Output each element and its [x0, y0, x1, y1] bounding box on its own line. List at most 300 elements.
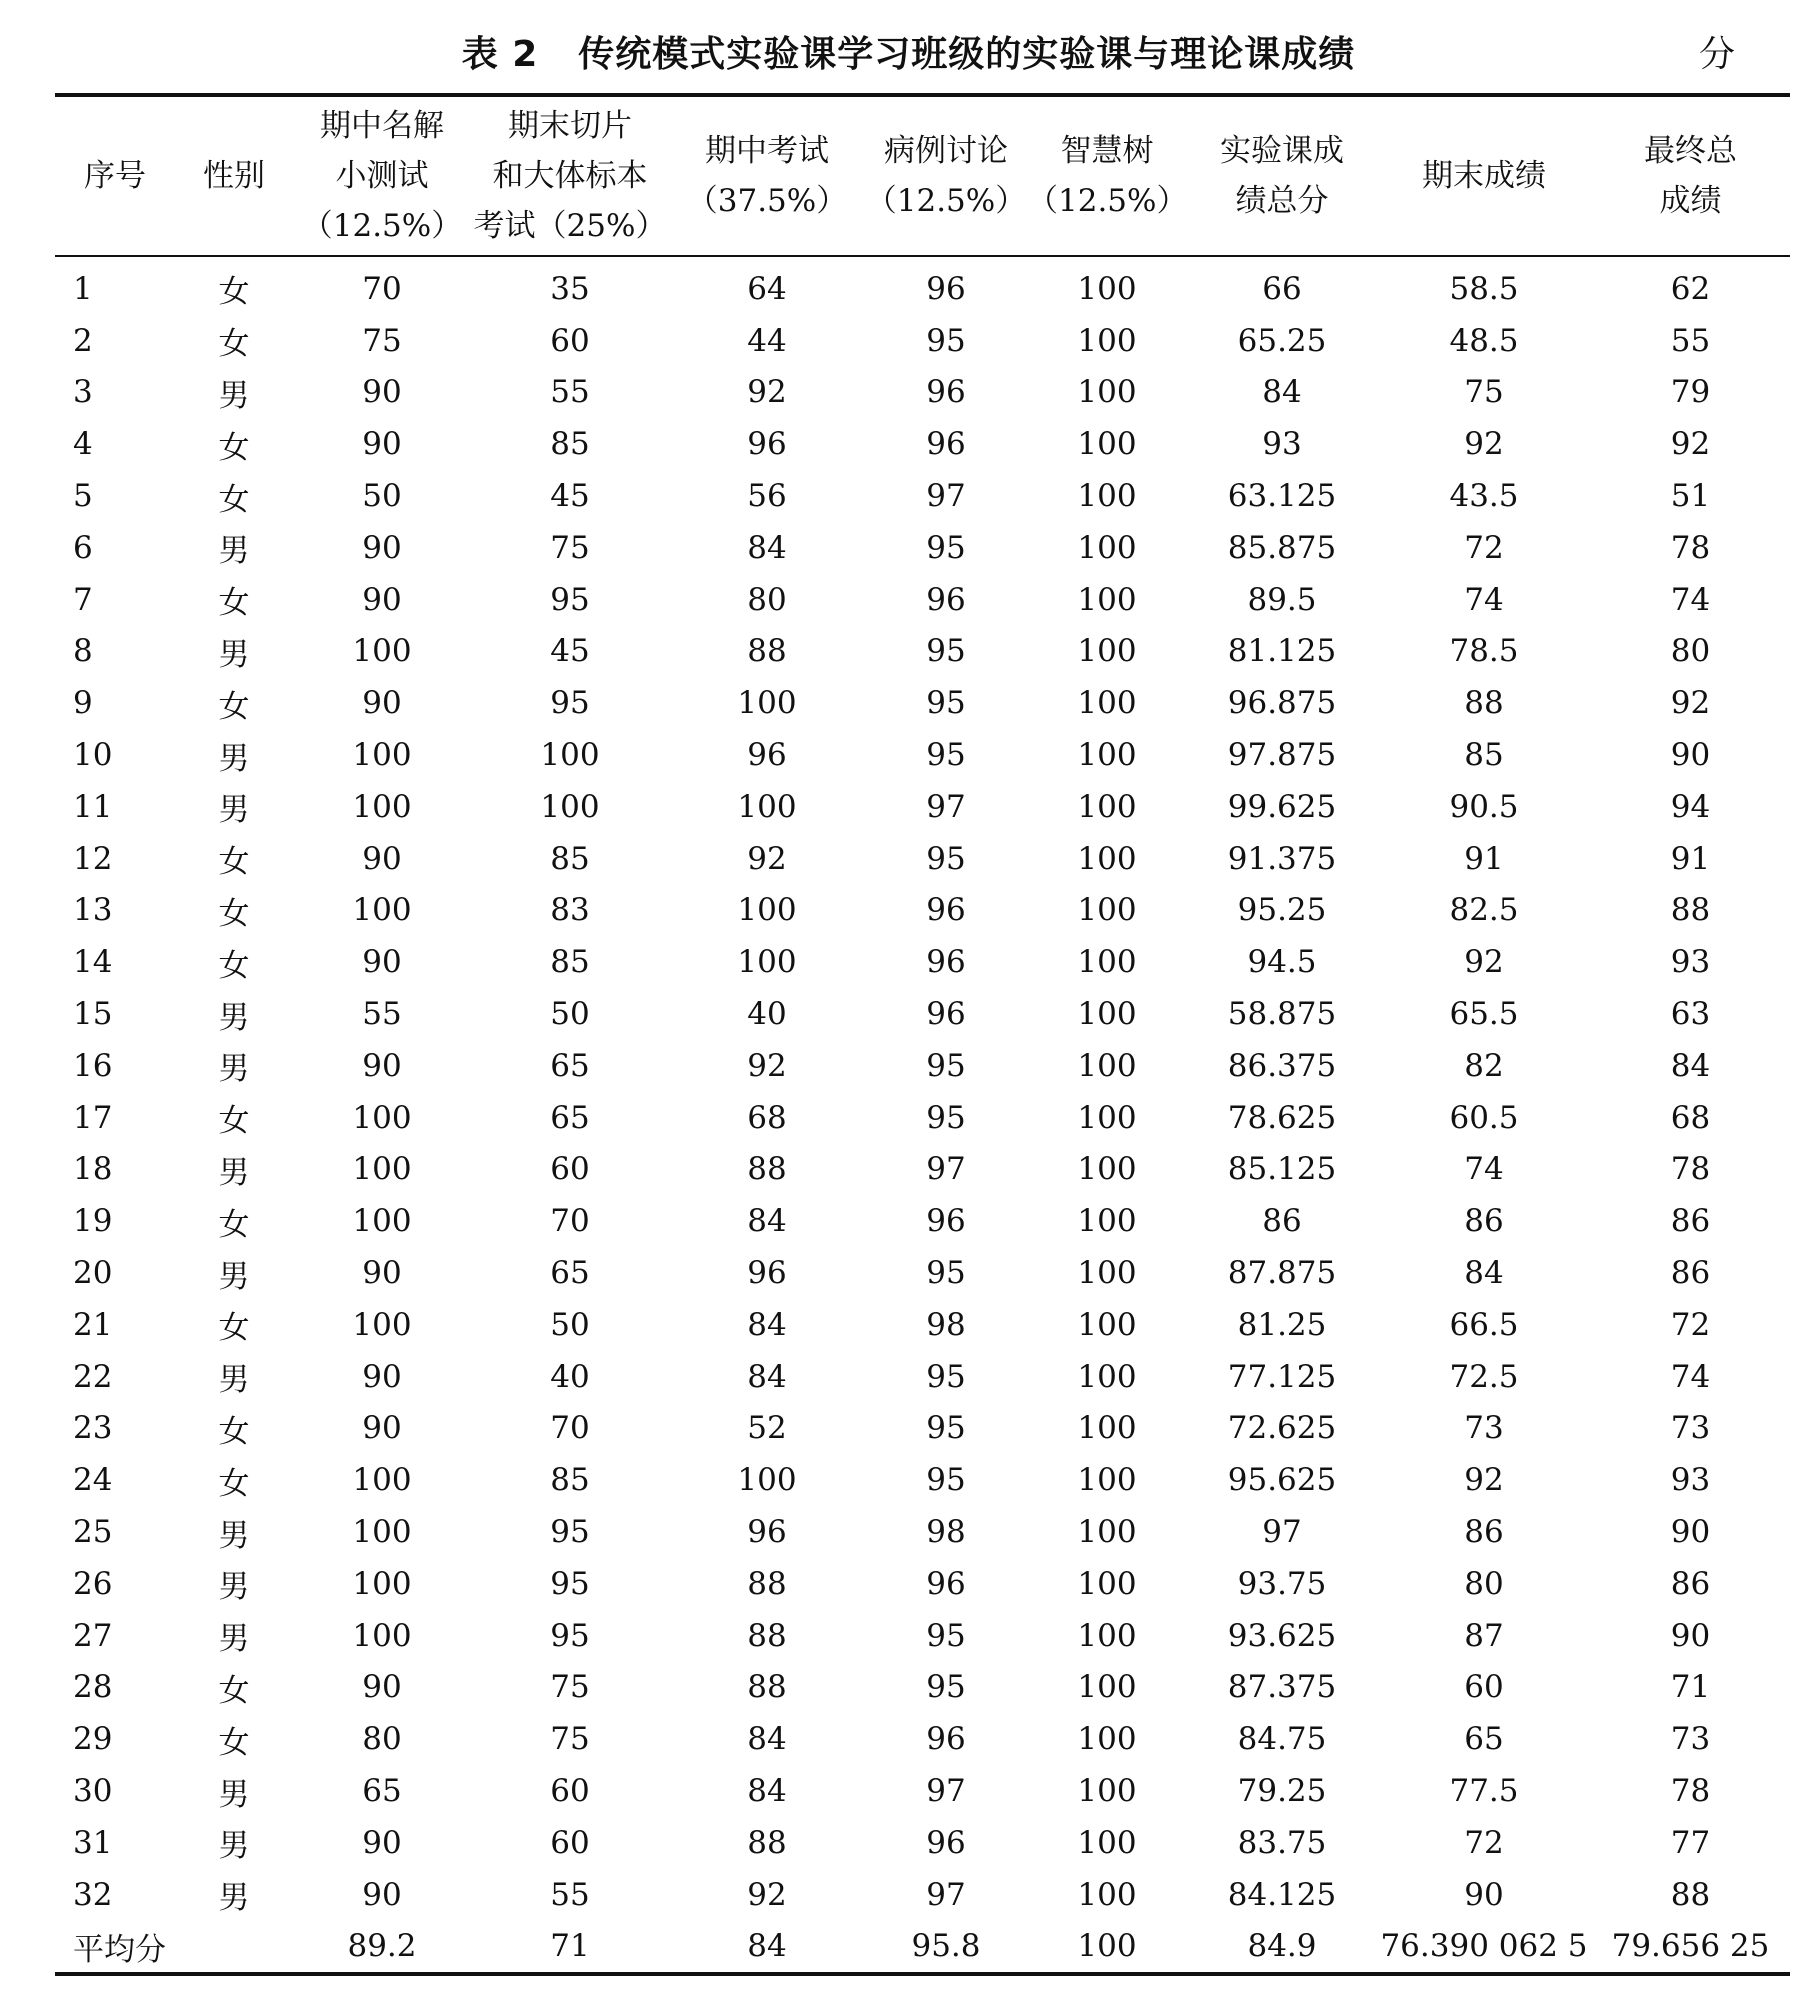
table-cell-midterm-exam: 100: [737, 685, 797, 722]
column-header-line: 病例讨论: [884, 133, 1008, 169]
table-cell-wisdom-tree: 100: [1077, 1255, 1137, 1292]
table-cell-final-specimen: 85: [550, 944, 590, 981]
table-cell-wisdom-tree: 100: [1077, 1099, 1137, 1136]
table-row: [55, 1299, 1790, 1351]
table-cell-sex: 女: [218, 844, 250, 881]
table-cell-wisdom-tree: 100: [1077, 374, 1137, 411]
table-cell-wisdom-tree: 100: [1077, 1358, 1137, 1395]
table-cell-sex: 女: [218, 1413, 250, 1450]
table-cell-midterm-exam: 96: [747, 737, 787, 774]
table-cell-mid-quiz: 100: [352, 1306, 412, 1343]
column-header-midterm-exam: [669, 95, 865, 256]
header-row: [55, 95, 1790, 256]
table-cell-final-specimen: 83: [550, 892, 590, 929]
table-cell-sex: 男: [218, 636, 250, 673]
table-cell-final-score: 72.5: [1449, 1358, 1519, 1395]
column-header-wisdom-tree: [1027, 95, 1187, 256]
table-cell-midterm-exam: 92: [747, 1876, 787, 1913]
average-cell-overall: 79.656 25: [1591, 1921, 1790, 1975]
table-cell-overall: 73: [1670, 1721, 1711, 1758]
table-cell-midterm-exam: 84: [747, 529, 787, 566]
table-cell-overall: 93: [1670, 944, 1711, 981]
table-cell-overall: 90: [1670, 737, 1711, 774]
table-cell-sex: 男: [218, 1776, 250, 1813]
table-cell-midterm-exam: 88: [747, 633, 787, 670]
table-cell-midterm-exam: 88: [747, 1565, 787, 1602]
table-cell-final-specimen: 60: [550, 1824, 590, 1861]
table-cell-final-score: 77.5: [1449, 1773, 1519, 1809]
table-cell-case-discussion: 96: [926, 944, 966, 981]
table-cell-final-score: 90: [1464, 1876, 1504, 1913]
table-row: [55, 1713, 1790, 1765]
table-cell-seq: 22: [73, 1358, 113, 1395]
table-cell-final-specimen: 40: [550, 1358, 590, 1395]
table-cell-sex: 男: [218, 1154, 250, 1191]
table-cell-wisdom-tree: 100: [1077, 1514, 1137, 1551]
table-cell-midterm-exam: 100: [737, 1462, 797, 1499]
table-cell-midterm-exam: 100: [737, 944, 797, 981]
table-cell-final-specimen: 50: [550, 1306, 590, 1343]
table-cell-overall: 93: [1670, 1462, 1711, 1499]
table-cell-seq: 31: [73, 1824, 113, 1861]
column-header-final-specimen: [471, 95, 669, 256]
table-cell-wisdom-tree: 100: [1077, 1203, 1137, 1240]
table-cell-mid-quiz: 90: [362, 1876, 402, 1913]
table-cell-sex: 男: [218, 1258, 250, 1295]
table-cell-final-score: 90.5: [1449, 788, 1519, 825]
table-cell-final-score: 65: [1464, 1721, 1504, 1758]
table-cell-mid-quiz: 100: [352, 633, 412, 670]
table-cell-case-discussion: 96: [926, 374, 966, 411]
table-cell-lab-total: 83.75: [1237, 1824, 1327, 1861]
table-cell-wisdom-tree: 100: [1077, 1824, 1137, 1861]
table-body: [55, 256, 1790, 1974]
table-cell-lab-total: 93.75: [1237, 1565, 1327, 1602]
table-cell-final-specimen: 65: [550, 1255, 590, 1292]
table-cell-seq: 26: [73, 1565, 113, 1602]
table-cell-lab-total: 93.625: [1227, 1617, 1337, 1654]
table-cell-final-score: 82.5: [1449, 892, 1519, 929]
column-header-line: 实验课成: [1220, 133, 1344, 169]
column-header-line: 性别: [203, 158, 265, 194]
table-cell-case-discussion: 96: [926, 1203, 966, 1240]
table-cell-seq: 17: [73, 1099, 113, 1136]
table-cell-final-specimen: 95: [550, 1514, 590, 1551]
table-cell-seq: 20: [73, 1255, 113, 1292]
table-cell-case-discussion: 95: [926, 1255, 966, 1292]
table-cell-lab-total: 79.25: [1237, 1773, 1327, 1809]
table-cell-final-specimen: 85: [550, 426, 590, 463]
table-cell-wisdom-tree: 100: [1077, 633, 1137, 670]
table-cell-case-discussion: 96: [926, 581, 966, 618]
table-cell-lab-total: 58.875: [1227, 996, 1337, 1033]
table-cell-wisdom-tree: 100: [1077, 1306, 1137, 1343]
column-header-line: 考试（25%）: [473, 208, 667, 244]
table-cell-midterm-exam: 96: [747, 1514, 787, 1551]
table-cell-wisdom-tree: 100: [1077, 270, 1137, 307]
table-cell-sex: 女: [218, 895, 250, 932]
table-cell-midterm-exam: 64: [747, 270, 787, 307]
table-cell-overall: 90: [1670, 1617, 1711, 1654]
table-cell-midterm-exam: 88: [747, 1617, 787, 1654]
table-row: [55, 256, 1790, 315]
table-row: [55, 1247, 1790, 1299]
table-cell-sex: 女: [218, 1465, 250, 1502]
table-cell-seq: 29: [73, 1721, 113, 1758]
table-cell-mid-quiz: 55: [362, 996, 402, 1033]
column-header-overall: [1591, 95, 1790, 256]
table-cell-wisdom-tree: 100: [1077, 996, 1137, 1033]
table-cell-sex: 女: [218, 1672, 250, 1709]
table-cell-final-specimen: 65: [550, 1047, 590, 1084]
column-header-line: （12.5%）: [1027, 183, 1188, 219]
table-cell-sex: 女: [218, 1103, 250, 1140]
table-row: [55, 988, 1790, 1040]
table-cell-overall: 73: [1670, 1410, 1711, 1447]
table-cell-case-discussion: 98: [926, 1306, 966, 1343]
average-label: 平均分: [55, 1921, 175, 1975]
table-cell-mid-quiz: 100: [352, 1203, 412, 1240]
average-cell-mid-quiz: 89.2: [293, 1921, 471, 1975]
table-cell-case-discussion: 97: [926, 478, 966, 515]
table-cell-case-discussion: 97: [926, 788, 966, 825]
table-cell-seq: 32: [73, 1876, 113, 1913]
table-cell-final-specimen: 95: [550, 1617, 590, 1654]
table-cell-lab-total: 77.125: [1227, 1358, 1337, 1395]
table-cell-case-discussion: 95: [926, 1047, 966, 1084]
table-cell-seq: 3: [73, 374, 93, 411]
table-cell-final-specimen: 60: [550, 1151, 590, 1188]
table-row: [55, 781, 1790, 833]
table-cell-seq: 13: [73, 892, 113, 929]
table-cell-case-discussion: 95: [926, 633, 966, 670]
table-cell-overall: 51: [1670, 478, 1711, 515]
table-cell-overall: 88: [1670, 1876, 1711, 1913]
table-row: [55, 1869, 1790, 1921]
table-cell-lab-total: 86: [1262, 1203, 1302, 1240]
table-row: [55, 833, 1790, 885]
table-cell-mid-quiz: 50: [362, 478, 402, 515]
table-cell-sex: 男: [218, 377, 250, 414]
table-number: 表 2: [461, 34, 539, 75]
table-cell-overall: 91: [1670, 840, 1711, 877]
table-row: [55, 1040, 1790, 1092]
table-cell-seq: 21: [73, 1306, 113, 1343]
table-cell-seq: 10: [73, 737, 113, 774]
table-cell-case-discussion: 95: [926, 1462, 966, 1499]
table-cell-seq: 11: [73, 788, 113, 825]
table-cell-final-score: 73: [1464, 1410, 1504, 1447]
column-header-line: 成绩: [1659, 183, 1722, 219]
table-row: [55, 1610, 1790, 1662]
table-row: [55, 574, 1790, 626]
table-cell-seq: 24: [73, 1462, 113, 1499]
table-cell-case-discussion: 95: [926, 529, 966, 566]
table-cell-overall: 62: [1670, 270, 1711, 307]
table-cell-mid-quiz: 90: [362, 840, 402, 877]
table-cell-final-score: 65.5: [1449, 996, 1519, 1033]
table-cell-seq: 1: [73, 270, 93, 307]
table-row: [55, 470, 1790, 522]
table-cell-wisdom-tree: 100: [1077, 1721, 1137, 1758]
table-caption: [0, 18, 1817, 78]
table-cell-final-specimen: 55: [550, 374, 590, 411]
table-cell-sex: 女: [218, 1206, 250, 1243]
table-cell-seq: 27: [73, 1617, 113, 1654]
table-cell-mid-quiz: 90: [362, 1410, 402, 1447]
table-cell-wisdom-tree: 100: [1077, 581, 1137, 618]
table-row: [55, 315, 1790, 367]
table-cell-wisdom-tree: 100: [1077, 737, 1137, 774]
table-cell-final-score: 84: [1464, 1255, 1504, 1292]
table-cell-mid-quiz: 100: [352, 1099, 412, 1136]
table-row: [55, 418, 1790, 470]
table-cell-mid-quiz: 90: [362, 1669, 402, 1706]
table-cell-seq: 25: [73, 1514, 113, 1551]
table-cell-midterm-exam: 88: [747, 1151, 787, 1188]
table-cell-midterm-exam: 68: [747, 1099, 787, 1136]
column-header-line: 最终总: [1644, 133, 1737, 169]
table-cell-midterm-exam: 100: [737, 788, 797, 825]
table-cell-wisdom-tree: 100: [1077, 1151, 1137, 1188]
table-cell-overall: 78: [1670, 1151, 1711, 1188]
table-cell-mid-quiz: 90: [362, 426, 402, 463]
table-cell-lab-total: 81.125: [1227, 633, 1337, 670]
table-cell-final-specimen: 60: [550, 1773, 590, 1809]
table-cell-final-specimen: 50: [550, 996, 590, 1033]
table-cell-case-discussion: 95: [926, 1617, 966, 1654]
column-header-line: 期中名解: [320, 108, 444, 144]
column-header-line: 序号: [84, 158, 146, 194]
table-cell-mid-quiz: 90: [362, 374, 402, 411]
table-row: [55, 1454, 1790, 1506]
table-cell-case-discussion: 95: [926, 322, 966, 359]
score-table: [55, 93, 1790, 1976]
table-cell-sex: 女: [218, 429, 250, 466]
table-cell-wisdom-tree: 100: [1077, 1565, 1137, 1602]
table-cell-final-specimen: 100: [540, 737, 600, 774]
table-row: [55, 1765, 1790, 1817]
table-cell-final-score: 74: [1464, 581, 1504, 618]
table-cell-lab-total: 84.125: [1227, 1876, 1337, 1913]
table-cell-seq: 6: [73, 529, 93, 566]
table-cell-mid-quiz: 90: [362, 581, 402, 618]
table-cell-lab-total: 96.875: [1227, 685, 1337, 722]
table-cell-overall: 78: [1670, 529, 1711, 566]
column-header-line: 期中考试: [705, 133, 829, 169]
table-cell-case-discussion: 95: [926, 1358, 966, 1395]
table-cell-wisdom-tree: 100: [1077, 529, 1137, 566]
table-row: [55, 1403, 1790, 1455]
table-cell-midterm-exam: 40: [747, 996, 787, 1033]
average-cell-final-score: 76.390 062 5: [1377, 1921, 1591, 1975]
table-cell-sex: 男: [218, 999, 250, 1036]
table-cell-wisdom-tree: 100: [1077, 892, 1137, 929]
table-cell-seq: 2: [73, 322, 93, 359]
table-cell-case-discussion: 97: [926, 1773, 966, 1809]
table-cell-lab-total: 81.25: [1237, 1306, 1327, 1343]
table-cell-seq: 4: [73, 426, 93, 463]
table-cell-case-discussion: 96: [926, 426, 966, 463]
table-cell-seq: 18: [73, 1151, 113, 1188]
table-cell-final-score: 82: [1464, 1047, 1504, 1084]
table-cell-seq: 12: [73, 840, 113, 877]
table-cell-wisdom-tree: 100: [1077, 1773, 1137, 1809]
table-cell-mid-quiz: 100: [352, 1514, 412, 1551]
table-cell-lab-total: 87.875: [1227, 1255, 1337, 1292]
table-cell-midterm-exam: 84: [747, 1773, 787, 1809]
table-cell-sex: 男: [218, 740, 250, 777]
table-cell-lab-total: 97: [1262, 1514, 1302, 1551]
table-cell-mid-quiz: 100: [352, 1565, 412, 1602]
column-header-sex: [175, 95, 293, 256]
table-cell-case-discussion: 95: [926, 1099, 966, 1136]
table-cell-overall: 79: [1670, 374, 1711, 411]
column-header-line: 期末切片: [508, 108, 632, 144]
table-cell-final-specimen: 35: [550, 270, 590, 307]
table-cell-midterm-exam: 88: [747, 1824, 787, 1861]
table-cell-sex: 男: [218, 1828, 250, 1865]
table-cell-sex: 女: [218, 274, 250, 311]
table-cell-final-score: 86: [1464, 1514, 1504, 1551]
table-title: [0, 26, 1817, 77]
table-cell-final-specimen: 100: [540, 788, 600, 825]
table-cell-final-score: 92: [1464, 1462, 1504, 1499]
table-cell-overall: 92: [1670, 426, 1711, 463]
table-cell-lab-total: 91.375: [1227, 840, 1337, 877]
table-cell-final-score: 58.5: [1449, 270, 1519, 307]
table-cell-wisdom-tree: 100: [1077, 685, 1137, 722]
table-cell-seq: 14: [73, 944, 113, 981]
table-cell-final-specimen: 95: [550, 1565, 590, 1602]
table-cell-overall: 84: [1670, 1047, 1711, 1084]
table-cell-mid-quiz: 100: [352, 1151, 412, 1188]
table-cell-final-score: 85: [1464, 737, 1504, 774]
table-cell-case-discussion: 96: [926, 1824, 966, 1861]
table-cell-wisdom-tree: 100: [1077, 1876, 1137, 1913]
table-cell-overall: 86: [1670, 1565, 1711, 1602]
table-cell-lab-total: 86.375: [1227, 1047, 1337, 1084]
table-row: [55, 1092, 1790, 1144]
average-cell-midterm-exam: 84: [669, 1921, 865, 1975]
column-header-final-score: [1377, 95, 1591, 256]
table-cell-final-score: 72: [1464, 1824, 1504, 1861]
table-cell-wisdom-tree: 100: [1077, 1462, 1137, 1499]
table-cell-wisdom-tree: 100: [1077, 1047, 1137, 1084]
table-cell-midterm-exam: 92: [747, 374, 787, 411]
table-cell-midterm-exam: 84: [747, 1358, 787, 1395]
column-header-line: 期末成绩: [1422, 158, 1546, 194]
table-cell-midterm-exam: 96: [747, 1255, 787, 1292]
table-cell-final-specimen: 75: [550, 1721, 590, 1758]
table-cell-sex: 女: [218, 326, 250, 363]
table-cell-final-specimen: 45: [550, 633, 590, 670]
average-cell-case-discussion: 95.8: [865, 1921, 1027, 1975]
table-cell-midterm-exam: 52: [747, 1410, 787, 1447]
table-cell-final-score: 48.5: [1449, 322, 1519, 359]
table-cell-case-discussion: 96: [926, 892, 966, 929]
table-cell-mid-quiz: 90: [362, 1255, 402, 1292]
table-cell-case-discussion: 95: [926, 737, 966, 774]
table-cell-case-discussion: 97: [926, 1151, 966, 1188]
average-cell-sex: [175, 1921, 293, 1975]
table-cell-lab-total: 66: [1262, 270, 1302, 307]
table-cell-final-score: 80: [1464, 1565, 1504, 1602]
table-cell-final-score: 86: [1464, 1203, 1504, 1240]
table-cell-case-discussion: 98: [926, 1514, 966, 1551]
table-cell-midterm-exam: 88: [747, 1669, 787, 1706]
table-cell-overall: 86: [1670, 1255, 1711, 1292]
table-cell-final-specimen: 45: [550, 478, 590, 515]
table-cell-seq: 8: [73, 633, 93, 670]
table-cell-overall: 74: [1670, 1358, 1711, 1395]
table-cell-overall: 63: [1670, 996, 1711, 1033]
table-cell-sex: 女: [218, 688, 250, 725]
table-cell-sex: 女: [218, 1310, 250, 1347]
table-cell-overall: 80: [1670, 633, 1711, 670]
table-cell-overall: 68: [1670, 1099, 1711, 1136]
table-cell-midterm-exam: 92: [747, 1047, 787, 1084]
column-header-line: （12.5%）: [865, 183, 1027, 219]
table-cell-mid-quiz: 70: [362, 270, 402, 307]
table-cell-sex: 女: [218, 481, 250, 518]
table-cell-overall: 92: [1670, 685, 1711, 722]
table-cell-mid-quiz: 100: [352, 892, 412, 929]
table-cell-midterm-exam: 44: [747, 322, 787, 359]
table-cell-final-score: 74: [1464, 1151, 1504, 1188]
table-cell-sex: 女: [218, 585, 250, 622]
table-cell-lab-total: 94.5: [1247, 944, 1317, 981]
table-cell-lab-total: 85.875: [1227, 529, 1337, 566]
column-header-mid-quiz: [293, 95, 471, 256]
table-cell-mid-quiz: 75: [362, 322, 402, 359]
table-cell-wisdom-tree: 100: [1077, 426, 1137, 463]
table-cell-case-discussion: 97: [926, 1876, 966, 1913]
table-cell-midterm-exam: 84: [747, 1306, 787, 1343]
table-cell-lab-total: 78.625: [1227, 1099, 1337, 1136]
table-row: [55, 677, 1790, 729]
table-cell-case-discussion: 95: [926, 840, 966, 877]
table-cell-seq: 19: [73, 1203, 113, 1240]
column-header-line: （12.5%）: [301, 208, 463, 244]
table-cell-final-score: 78.5: [1449, 633, 1519, 670]
table-cell-overall: 90: [1670, 1514, 1711, 1551]
table-cell-seq: 5: [73, 478, 93, 515]
table-cell-lab-total: 65.25: [1237, 322, 1327, 359]
table-cell-final-score: 43.5: [1449, 478, 1519, 515]
table-cell-lab-total: 93: [1262, 426, 1302, 463]
table-cell-mid-quiz: 65: [362, 1773, 402, 1809]
column-header-line: 和大体标本: [492, 158, 648, 194]
table-cell-midterm-exam: 92: [747, 840, 787, 877]
table-cell-final-specimen: 70: [550, 1410, 590, 1447]
table-cell-lab-total: 95.625: [1227, 1462, 1337, 1499]
table-cell-final-specimen: 65: [550, 1099, 590, 1136]
table-cell-wisdom-tree: 100: [1077, 944, 1137, 981]
table-cell-wisdom-tree: 100: [1077, 840, 1137, 877]
table-row: [55, 1144, 1790, 1196]
table-cell-wisdom-tree: 100: [1077, 1410, 1137, 1447]
table-cell-wisdom-tree: 100: [1077, 478, 1137, 515]
table-cell-lab-total: 84: [1262, 374, 1302, 411]
table-cell-sex: 男: [218, 1051, 250, 1088]
table-cell-final-score: 88: [1464, 685, 1504, 722]
table-cell-mid-quiz: 100: [352, 1462, 412, 1499]
table-cell-final-specimen: 55: [550, 1876, 590, 1913]
table-cell-final-score: 87: [1464, 1617, 1504, 1654]
table-cell-mid-quiz: 90: [362, 529, 402, 566]
table-cell-seq: 9: [73, 685, 93, 722]
